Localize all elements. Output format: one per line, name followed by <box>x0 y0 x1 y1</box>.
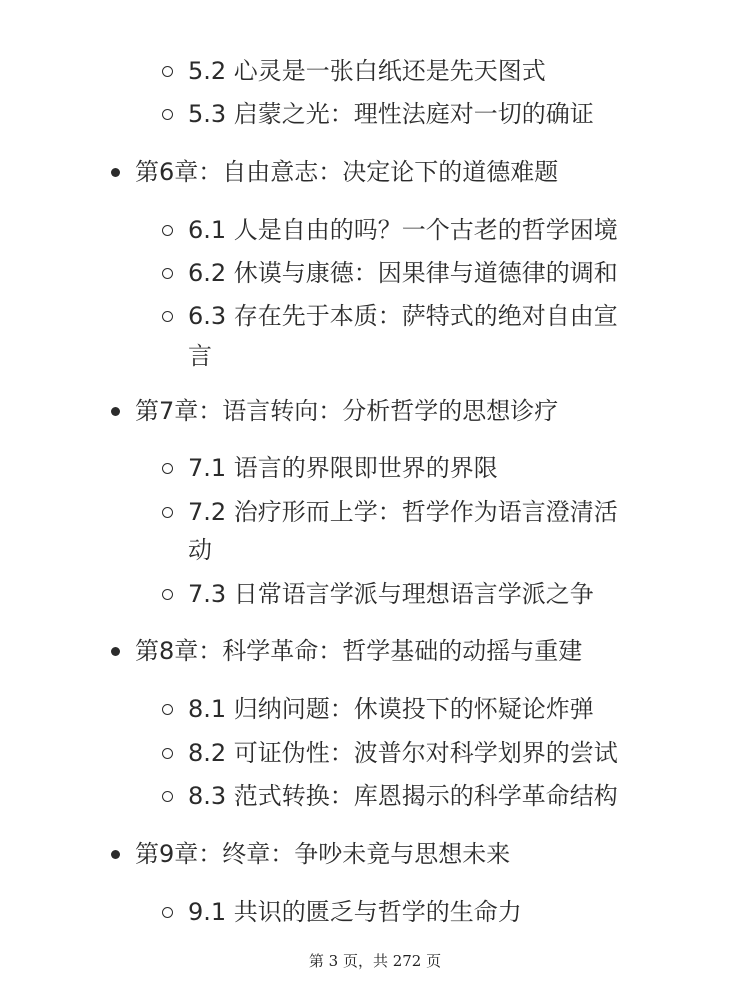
toc-section-label: 5.3 启蒙之光：理性法庭对一切的确证 <box>188 100 594 128</box>
hollow-bullet-icon <box>162 66 173 77</box>
filled-bullet-icon <box>111 647 120 656</box>
toc-chapter-6[interactable] <box>135 153 558 191</box>
toc-section-label: 言 <box>188 342 212 370</box>
toc-section-5-3[interactable] <box>188 95 594 133</box>
filled-bullet-icon <box>111 407 120 416</box>
toc-chapter-label: 第7章：语言转向：分析哲学的思想诊疗 <box>135 397 559 425</box>
toc-section-label: 9.1 共识的匮乏与哲学的生命力 <box>188 898 522 926</box>
hollow-bullet-icon <box>162 268 173 279</box>
hollow-bullet-icon <box>162 589 173 600</box>
hollow-bullet-icon <box>162 748 173 759</box>
toc-chapter-7[interactable] <box>135 392 558 430</box>
hollow-bullet-icon <box>162 109 173 120</box>
toc-chapter-8[interactable] <box>135 632 582 670</box>
toc-section-7-2[interactable] <box>188 493 618 531</box>
toc-section-label: 6.2 休谟与康德：因果律与道德律的调和 <box>188 259 618 287</box>
hollow-bullet-icon <box>162 463 173 474</box>
toc-section-label: 动 <box>188 536 212 564</box>
toc-section-7-2-continuation <box>188 531 212 569</box>
hollow-bullet-icon <box>162 704 173 715</box>
hollow-bullet-icon <box>162 225 173 236</box>
toc-section-6-3-continuation <box>188 337 212 375</box>
toc-chapter-9[interactable] <box>135 835 510 873</box>
toc-section-label: 6.1 人是自由的吗？一个古老的哲学困境 <box>188 216 618 244</box>
toc-section-label: 8.3 范式转换：库恩揭示的科学革命结构 <box>188 782 618 810</box>
toc-section-label: 7.2 治疗形而上学：哲学作为语言澄清活 <box>188 498 618 526</box>
toc-section-8-1[interactable] <box>188 690 594 728</box>
toc-section-8-2[interactable] <box>188 734 618 772</box>
toc-section-label: 8.2 可证伪性：波普尔对科学划界的尝试 <box>188 739 618 767</box>
toc-chapter-label: 第9章：终章：争吵未竟与思想未来 <box>135 840 511 868</box>
toc-section-label: 7.1 语言的界限即世界的界限 <box>188 454 498 482</box>
toc-chapter-label: 第8章：科学革命：哲学基础的动摇与重建 <box>135 637 583 665</box>
hollow-bullet-icon <box>162 907 173 918</box>
toc-section-6-2[interactable] <box>188 254 618 292</box>
hollow-bullet-icon <box>162 311 173 322</box>
toc-section-8-3[interactable] <box>188 777 618 815</box>
toc-section-9-1[interactable] <box>188 893 522 931</box>
filled-bullet-icon <box>111 850 120 859</box>
toc-section-label: 7.3 日常语言学派与理想语言学派之争 <box>188 580 594 608</box>
page-number-footer: 第 3 页，共 272 页 <box>308 952 442 970</box>
toc-section-label: 5.2 心灵是一张白纸还是先天图式 <box>188 57 546 85</box>
toc-section-label: 6.3 存在先于本质：萨特式的绝对自由宣 <box>188 302 618 330</box>
toc-section-7-3[interactable] <box>188 575 594 613</box>
toc-section-7-1[interactable] <box>188 449 498 487</box>
filled-bullet-icon <box>111 168 120 177</box>
toc-chapter-label: 第6章：自由意志：决定论下的道德难题 <box>135 158 559 186</box>
toc-section-5-2[interactable] <box>188 52 546 90</box>
toc-section-6-3[interactable] <box>188 297 618 335</box>
hollow-bullet-icon <box>162 507 173 518</box>
toc-section-label: 8.1 归纳问题：休谟投下的怀疑论炸弹 <box>188 695 594 723</box>
toc-section-6-1[interactable] <box>188 211 618 249</box>
hollow-bullet-icon <box>162 791 173 802</box>
